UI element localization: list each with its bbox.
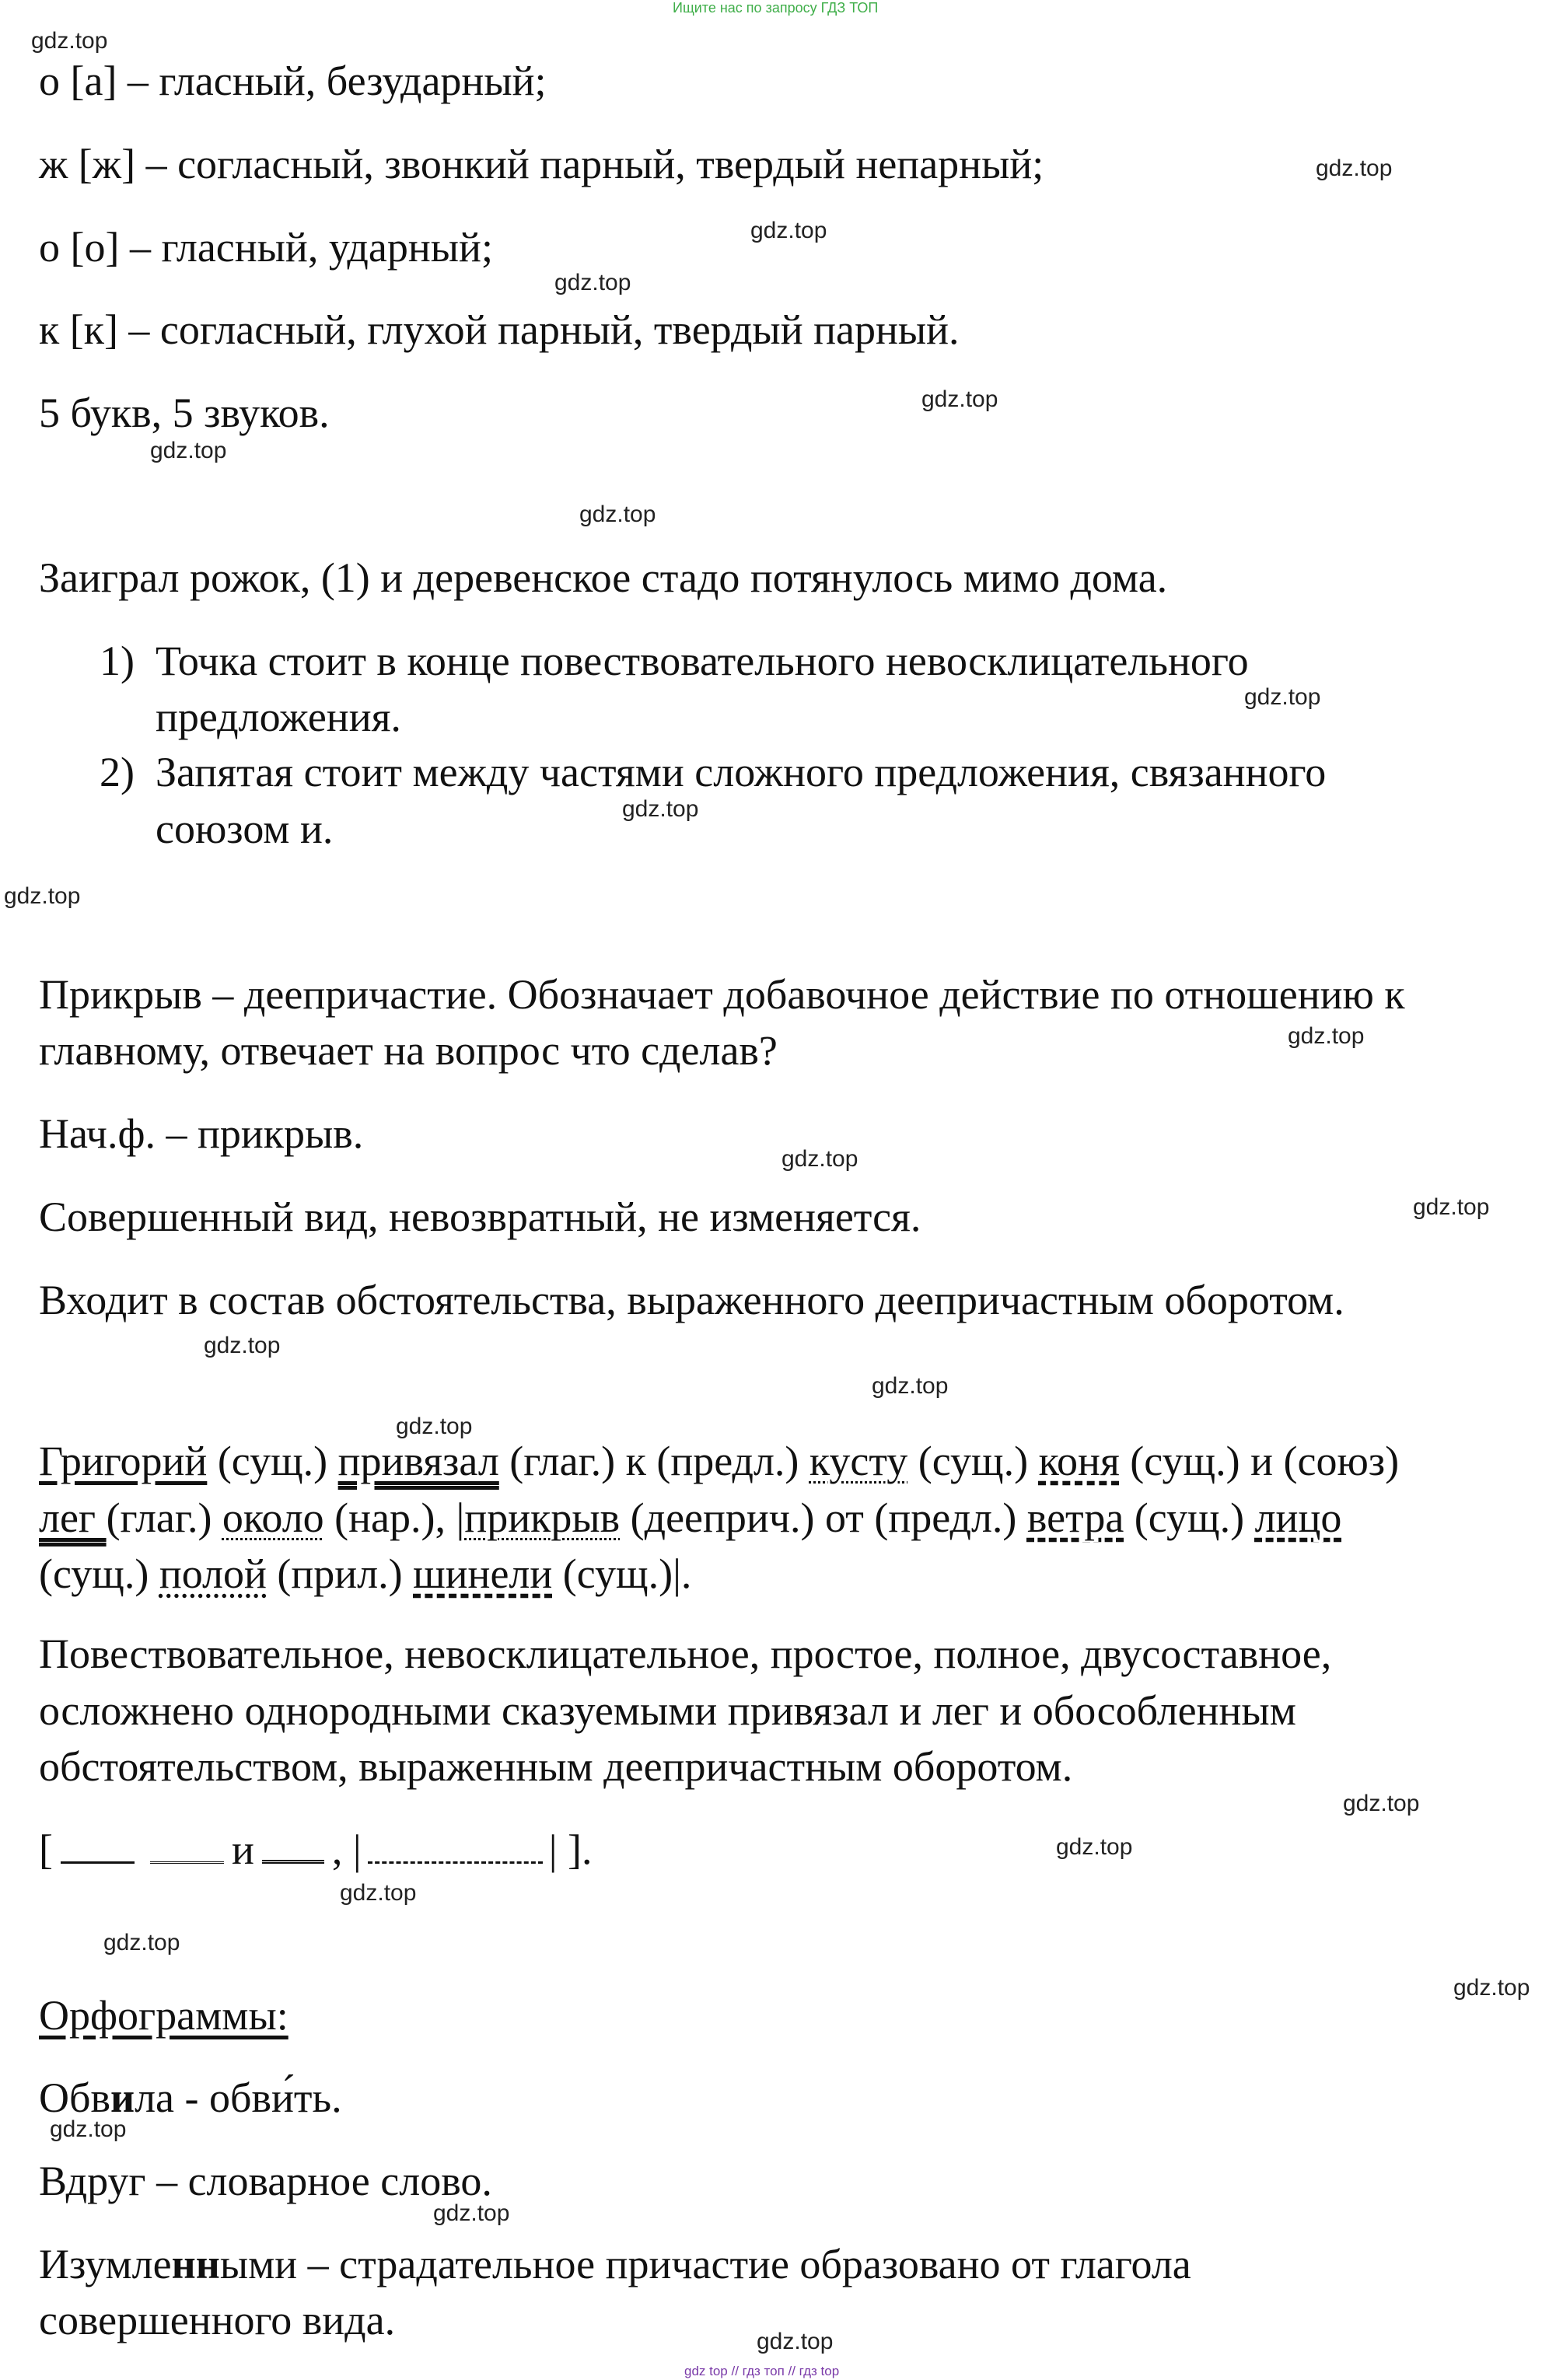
list-item-text: Точка стоит в конце повествовательного невосклицательного xyxy=(156,638,1249,684)
text-part: Изумле xyxy=(39,2241,172,2287)
schema-predicate-line xyxy=(150,1851,224,1864)
object-word: коня xyxy=(1038,1438,1120,1484)
watermark: gdz.top xyxy=(340,1880,417,1906)
pos-tag: (глаг.) xyxy=(106,1494,222,1541)
watermark: gdz.top xyxy=(396,1414,473,1439)
pos-tag: (прил.) xyxy=(266,1550,414,1597)
highlighted-letter: и xyxy=(110,2074,135,2121)
morphology-line: Прикрыв – деепричастие. Обозначает добавочное действие по отношению к xyxy=(39,971,1405,1018)
pos-tag: (сущ.)|. xyxy=(552,1550,692,1597)
watermark: gdz.top xyxy=(757,2329,834,2354)
pos-tag: (сущ.) xyxy=(1124,1494,1255,1541)
schema-comma: , xyxy=(331,1826,343,1873)
schema-subject-line xyxy=(61,1852,135,1864)
adverbial-word: прикрыв xyxy=(464,1494,621,1541)
text-part: ла - обви́ть. xyxy=(135,2074,342,2121)
watermark: gdz.top xyxy=(1453,1975,1530,2001)
pos-tag: (сущ.) xyxy=(207,1438,338,1484)
morphology-line: Совершенный вид, невозвратный, не изменяется. xyxy=(39,1193,921,1240)
watermark: gdz.top xyxy=(150,438,227,463)
watermark: gdz.top xyxy=(1413,1194,1490,1220)
morphology-line: Нач.ф. – прикрыв. xyxy=(39,1110,364,1157)
pos-tag: (предл.) xyxy=(863,1494,1027,1541)
schema-bracket: | ]. xyxy=(548,1826,593,1873)
watermark: gdz.top xyxy=(750,218,827,243)
schema-predicate-line xyxy=(262,1849,324,1864)
schema-bracket: [ xyxy=(39,1826,53,1873)
list-number: 2) xyxy=(100,749,135,795)
pos-tag: (нар.), | xyxy=(323,1494,465,1541)
predicate-word: лег xyxy=(39,1494,107,1541)
parse-line xyxy=(39,1546,691,1602)
orthogram-line: Вдруг – словарное слово. xyxy=(39,2158,492,2204)
watermark: gdz.top xyxy=(31,28,108,54)
preposition-word: к xyxy=(625,1438,646,1484)
watermark: gdz.top xyxy=(433,2200,510,2226)
phonetic-summary: 5 букв, 5 звуков. xyxy=(39,390,330,436)
parse-line xyxy=(39,1433,1399,1489)
watermark: gdz.top xyxy=(579,502,656,527)
watermark: gdz.top xyxy=(1056,1834,1133,1860)
orthograms-title: Орфограммы: xyxy=(39,1992,288,2039)
subject-word: Григорий xyxy=(39,1438,208,1484)
orthogram-line: совершенного вида. xyxy=(39,2297,396,2343)
pos-tag: (сущ.) и (союз) xyxy=(1119,1438,1400,1484)
list-item-text: союзом и. xyxy=(156,806,334,852)
text-part: Обв xyxy=(39,2074,110,2121)
text-part: ыми – страдательное причастие образовано от глагола xyxy=(219,2241,1191,2287)
watermark: gdz.top xyxy=(50,2116,127,2142)
list-item-text: предложения. xyxy=(156,694,401,740)
characteristic-line: Повествовательное, невосклицательное, простое, полное, двусоставное, xyxy=(39,1630,1332,1677)
morphology-line: Входит в состав обстоятельства, выраженного деепричастным оборотом. xyxy=(39,1277,1344,1323)
highlighted-letter: нн xyxy=(171,2241,220,2287)
watermark: gdz.top xyxy=(1343,1791,1420,1816)
pos-tag: (глаг.) xyxy=(498,1438,626,1484)
watermark: gdz.top xyxy=(1316,156,1393,181)
pos-tag: (сущ.) xyxy=(39,1550,159,1597)
characteristic-line: осложнено однородными сказуемыми привязал и лег и обособленным xyxy=(39,1687,1296,1734)
preposition-word: от xyxy=(824,1494,864,1541)
watermark: gdz.top xyxy=(4,883,81,909)
object-word: лицо xyxy=(1254,1494,1342,1541)
phonetic-line: ж [ж] – согласный, звонкий парный, твердый непарный; xyxy=(39,141,1044,187)
watermark: gdz.top xyxy=(1244,684,1321,710)
watermark: gdz.top xyxy=(554,270,631,295)
characteristic-line: обстоятельством, выраженным деепричастным оборотом. xyxy=(39,1743,1073,1790)
schema-bar: | xyxy=(352,1826,362,1873)
adverbial-word: около xyxy=(222,1494,324,1541)
watermark: gdz.top xyxy=(872,1373,949,1399)
watermark: gdz.top xyxy=(1288,1023,1365,1049)
schema-adverbial-line xyxy=(368,1852,543,1864)
watermark: gdz.top xyxy=(204,1333,281,1358)
attribute-word: полой xyxy=(159,1550,267,1597)
parse-line xyxy=(39,1490,1341,1546)
object-word: шинели xyxy=(413,1550,553,1597)
list-item-text: Запятая стоит между частями сложного предложения, связанного xyxy=(156,749,1327,795)
phonetic-line: о [о] – гласный, ударный; xyxy=(39,224,493,271)
top-banner: Ищите нас по запросу ГДЗ ТОП xyxy=(673,0,879,16)
list-number: 1) xyxy=(100,638,135,684)
watermark: gdz.top xyxy=(622,796,699,822)
schema-conjunction: и xyxy=(231,1826,254,1873)
morphology-line: главному, отвечает на вопрос что сделав? xyxy=(39,1027,778,1074)
watermark: gdz.top xyxy=(921,386,998,412)
object-word: ветра xyxy=(1026,1494,1124,1541)
pos-tag: (сущ.) xyxy=(907,1438,1039,1484)
phonetic-line: к [к] – согласный, глухой парный, твердый парный. xyxy=(39,306,960,353)
phonetic-line: о [а] – гласный, безударный; xyxy=(39,58,547,104)
watermark: gdz.top xyxy=(781,1146,858,1172)
watermark: gdz.top xyxy=(103,1930,180,1955)
pos-tag: (дееприч.) xyxy=(620,1494,825,1541)
predicate-word: привязал xyxy=(337,1438,499,1484)
pos-tag: (предл.) xyxy=(645,1438,809,1484)
punctuation-sentence: Заиграл рожок, (1) и деревенское стадо потянулось мимо дома. xyxy=(39,554,1168,601)
sentence-schema xyxy=(39,1822,593,1878)
adverbial-word: кусту xyxy=(809,1438,908,1484)
orthogram-line xyxy=(39,2236,1191,2292)
bottom-banner: gdz top // гдз топ // гдз top xyxy=(684,2364,840,2378)
